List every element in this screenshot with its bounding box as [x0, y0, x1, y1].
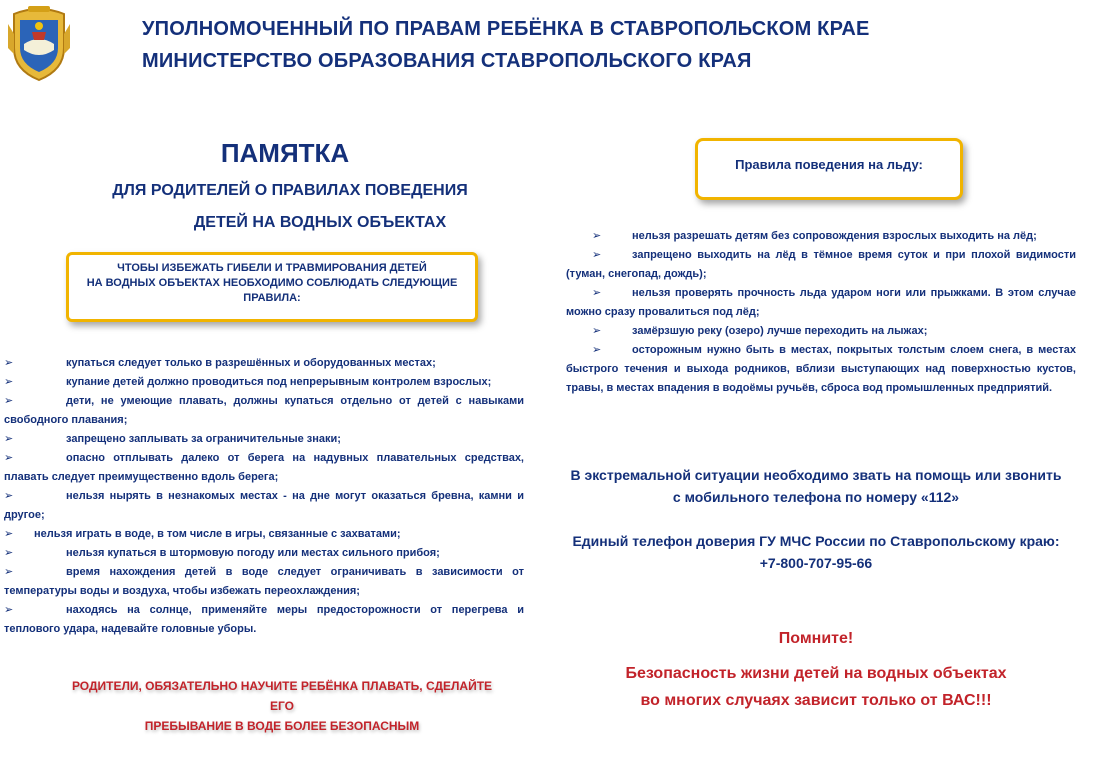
header-line-1: УПОЛНОМОЧЕННЫЙ ПО ПРАВАМ РЕБЁНКА В СТАВРОПОЛЬСКОМ КРАЕ — [142, 18, 870, 40]
water-rules-callout — [66, 252, 478, 322]
header-line-2: МИНИСТЕРСТВО ОБРАЗОВАНИЯ СТАВРОПОЛЬСКОГО КРАЯ — [142, 50, 752, 72]
list-item: ➢ находясь на солнце, применяйте меры предосторожности от перегрева и теплового удара, надевайте головные уборы. — [4, 601, 524, 639]
list-item: ➢ нельзя нырять в незнакомых местах - на дне могут оказаться бревна, камни и другое; — [4, 487, 524, 525]
bullet-arrow-icon: ➢ — [4, 452, 14, 464]
bullet-arrow-icon: ➢ — [4, 433, 14, 445]
ice-rules-title: Правила поведения на льду: — [735, 157, 923, 172]
list-item: ➢ купание детей должно проводиться под непрерывным контролем взрослых; — [4, 373, 524, 392]
callout-line-1: ЧТОБЫ ИЗБЕЖАТЬ ГИБЕЛИ И ТРАВМИРОВАНИЯ ДЕТЕЙ — [117, 262, 427, 274]
emergency-note: В экстремальной ситуации необходимо звать на помощь или звонить с мобильного телефона по номеру «112» — [570, 467, 1062, 505]
list-item: ➢ нельзя играть в воде, в том числе в игры, связанные с захватами; — [4, 525, 524, 544]
bullet-arrow-icon: ➢ — [4, 376, 14, 388]
list-item: ➢ время нахождения детей в воде следует ограничивать в зависимости от температуры воды и воздуха, чтобы избежать переохлаждения; — [4, 563, 524, 601]
list-item: ➢ нельзя разрешать детям без сопровождения взрослых выходить на лёд; — [566, 227, 1076, 246]
ice-rules-title-box — [695, 138, 963, 200]
list-item: ➢ осторожным нужно быть в местах, покрытых толстым слоем снега, в местах быстрого течения и выхода родников, вблизи выступающих над поверхностью кустов, травы, в местах впадения в водоёмы ручьёв, сброса вод промышленных предприятий. — [566, 341, 1076, 398]
bullet-arrow-icon: ➢ — [4, 395, 14, 407]
parents-appeal: РОДИТЕЛИ, ОБЯЗАТЕЛЬНО НАУЧИТЕ РЕБЁНКА ПЛАВАТЬ, СДЕЛАЙТЕ ЕГО ПРЕБЫВАНИЕ В ВОДЕ БОЛЕЕ БЕЗОПАСНЫМ — [71, 679, 493, 733]
water-rules-list — [4, 354, 524, 639]
bullet-arrow-icon: ➢ — [592, 230, 602, 242]
remember-heading: Помните! — [778, 630, 854, 647]
bullet-arrow-icon: ➢ — [4, 490, 14, 502]
bullet-arrow-icon: ➢ — [4, 566, 14, 578]
list-item: ➢ замёрзшую реку (озеро) лучше переходить на лыжах; — [566, 322, 1076, 341]
bullet-arrow-icon: ➢ — [4, 547, 14, 559]
list-item: ➢ купаться следует только в разрешённых и оборудованных местах; — [4, 354, 524, 373]
left-subtitle-1: ДЛЯ РОДИТЕЛЕЙ О ПРАВИЛАХ ПОВЕДЕНИЯ — [112, 182, 468, 199]
bullet-arrow-icon: ➢ — [592, 249, 602, 261]
callout-line-2: НА ВОДНЫХ ОБЪЕКТАХ НЕОБХОДИМО СОБЛЮДАТЬ СЛЕДУЮЩИЕ — [86, 277, 458, 289]
bullet-arrow-icon: ➢ — [592, 325, 602, 337]
left-subtitle-2: ДЕТЕЙ НА ВОДНЫХ ОБЪЕКТАХ — [193, 214, 447, 231]
left-title: ПАМЯТКА — [220, 138, 350, 168]
list-item: ➢ нельзя купаться в штормовую погоду или местах сильного прибоя; — [4, 544, 524, 563]
list-item: ➢ опасно отплывать далеко от берега на надувных плавательных средствах, плавать следует преимущественно вдоль берега; — [4, 449, 524, 487]
bullet-arrow-icon: ➢ — [4, 604, 14, 616]
hotline-phone: +7-800-707-95-66 — [759, 555, 873, 571]
coat-of-arms-icon — [6, 4, 72, 82]
ice-rules-list — [566, 227, 1076, 398]
list-item: ➢ дети, не умеющие плавать, должны купаться отдельно от детей с навыками свободного плавания; — [4, 392, 524, 430]
bullet-arrow-icon: ➢ — [592, 287, 602, 299]
list-item: ➢ нельзя проверять прочность льда ударом ноги или прыжками. В этом случае можно сразу провалиться под лёд; — [566, 284, 1076, 322]
remember-message: Безопасность жизни детей на водных объектах во многих случаях зависит только от ВАС!!! — [625, 665, 1007, 709]
hotline-note: Единый телефон доверия ГУ МЧС России по Ставропольскому краю: +7-800-707-95-66 — [566, 530, 1066, 574]
bullet-arrow-icon: ➢ — [4, 528, 14, 540]
bullet-arrow-icon: ➢ — [592, 344, 602, 356]
list-item: ➢ запрещено выходить на лёд в тёмное время суток и при плохой видимости (туман, снегопад, дождь); — [566, 246, 1076, 284]
list-item: ➢ запрещено заплывать за ограничительные знаки; — [4, 430, 524, 449]
bullet-arrow-icon: ➢ — [4, 357, 14, 369]
callout-line-3: ПРАВИЛА: — [243, 292, 301, 304]
